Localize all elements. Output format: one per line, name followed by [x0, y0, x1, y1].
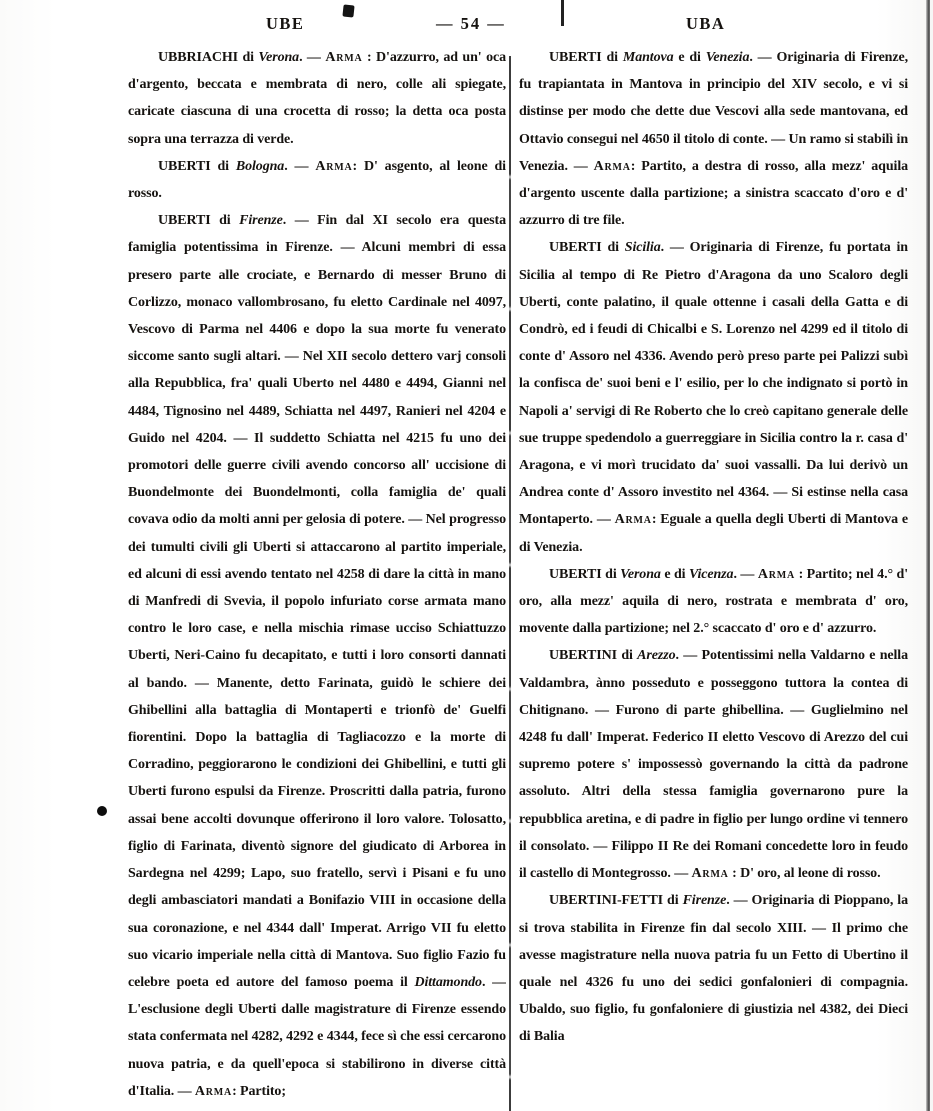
arma-label: Arma [691, 866, 729, 882]
body-text: . — L'esclusione degli Uberti dalle magistrature di Firenze essendo stata confermata nel 4282, 4292 e 4344, fece sì che essi cercarono nuova patria, e da quell'epoca si stabilirono in diverse città d'Italia. — [128, 974, 506, 1099]
body-text: . — [733, 566, 758, 582]
left-text-column [128, 44, 506, 1111]
place-name: Arezzo [637, 648, 676, 664]
place-name: Verona [620, 566, 661, 582]
body-text: UBERTI di [158, 158, 236, 174]
body-text: : D' asgento, al leone di rosso. [128, 158, 506, 202]
place-name: Firenze [682, 893, 727, 909]
right-text-column [519, 44, 908, 1111]
place-name: Verona [258, 50, 300, 65]
entry-paragraph [128, 207, 506, 1105]
body-text: UBERTI di [158, 213, 240, 229]
place-name: Venezia [705, 50, 750, 65]
body-text: : D' oro, al leone di rosso. [728, 866, 881, 882]
arma-label: Arma [194, 1083, 233, 1099]
place-name: Firenze [239, 213, 283, 229]
place-name: Sicilia [624, 240, 661, 256]
body-text: : Eguale a quella degli Uberti di Mantova e di Venezia. [519, 512, 908, 555]
place-name: Vicenza [689, 566, 734, 582]
ink-blot [342, 4, 354, 17]
ink-spot [97, 806, 107, 816]
entry-paragraph [519, 642, 908, 887]
arma-label: Arma [325, 50, 363, 65]
body-text: UBERTI di [549, 566, 621, 582]
place-name: Mantova [622, 50, 674, 65]
running-head-left: UBE [266, 14, 305, 33]
place-name: Dittamondo [414, 974, 482, 990]
entry-paragraph [128, 153, 506, 207]
entry-paragraph [519, 234, 908, 560]
place-name: Bologna [235, 158, 285, 174]
running-head-right: UBA [686, 14, 726, 33]
body-text: : Partito; nel 4.° d' oro, alla mezz' aquila di nero, rostrata e membrata d' oro, movente dalla partizione; nel 2.° scaccato d' oro e d' azzurro. [519, 566, 908, 637]
page-number: — 54 — [436, 14, 506, 33]
body-text: UBERTI di [549, 240, 625, 256]
arma-label: Arma [315, 158, 353, 174]
entry-paragraph [519, 44, 908, 234]
body-text: UBERTI di [549, 50, 623, 65]
entry-paragraph [128, 44, 506, 153]
body-text: UBBRIACHI di [158, 50, 259, 65]
arma-label: Arma [593, 158, 631, 174]
body-text: : Partito, a destra di rosso, alla mezz' aquila d'argento uscente dalla partizione; a sinistra scaccato d'oro e d' azzurro di tre file. [519, 158, 908, 229]
body-text: UBERTINI di [549, 648, 638, 664]
body-text: UBERTINI-FETTI di [549, 893, 683, 909]
body-text: . — [284, 158, 316, 174]
page-edge-line [926, 0, 930, 1111]
body-text: : D'azzurro, ad un' oca d'argento, beccata e membrata di nero, colle ali spiegate, caricate ciascuna di una crocetta di rosso; la detta oca posta sopra una terrazza di verde. [128, 50, 506, 147]
body-text: : Partito; [232, 1083, 286, 1099]
body-text: . — Originaria di Firenze, fu portata in Sicilia al tempo di Re Pietro d'Aragona da uno Scaloro degli Uberti, conte palatino, il quale ottenne i casali della Gatta e di Condrò, ed i feudi di Chicalbi e S. Lorenzo nel 4299 ed il titolo di conte d' Assoro nel 4336. Avendo però preso parte pei Palizzi subì la confisca de' suoi beni e l' esilio, per lo che indignato si portò in Napoli a' servigi di Re Roberto che lo creò capitano generale delle sue truppe spedendolo a guerreggiare in Sicilia contro la r. casa d' Aragona, e vi morì trucidato da' suoi vassalli. Da lui derivò un Andrea conte d' Assoro investito nel 4364. — Si estinse nella casa Montaperto. — [519, 240, 908, 528]
body-text: e di [660, 566, 690, 582]
body-text: . — Potentissimi nella Valdarno e nella Valdambra, ànno posseduto e posseggono tuttora la contea di Chitignano. — Furono di parte ghibellina. — Guglielmino nel 4248 fu dall' Imperat. Federico II eletto Vescovo di Arezzo del cui supremo potere s' impossessò governando la città da padrone assoluto. Altri della stessa famiglia governarono pure la repubblica aretina, e di padre in figlio per lungo ordine vi tennero il consolato. — Filippo II Re dei Romani concedette loro in feudo il castello di Montegrosso. — [519, 648, 908, 882]
body-text: . — Originaria di Pioppano, la si trova stabilita in Firenze fin dal secolo XIII. — Il primo che avesse magistrature nella nuova patria fu un Fetto di Ubertino il quale nel 4326 fu uno dei sedici gonfalonieri di compagnia. Ubaldo, suo figlio, fu gonfaloniere di giustizia nel 4382, dei Dieci di Balia [519, 893, 908, 1045]
arma-label: Arma [757, 566, 796, 582]
ink-mark-vertical [561, 0, 564, 26]
body-text: . — [299, 50, 326, 65]
body-text: . — Fin dal XI secolo era questa famiglia potentissima in Firenze. — Alcuni membri di essa presero parte alle crociate, e Bernardo di messer Bruno di Corlizzo, monaco vallombrosano, fu eletto Cardinale nel 4097, Vescovo di Parma nel 4406 e dopo la sua morte fu venerato siccome santo sugli altari. — Nel XII secolo dettero varj consoli alla Repubblica, fra' quali Uberto nel 4480 e 4494, Gianni nel 4484, Tignosino nel 4489, Schiatta nel 4497, Ranieri nel 4204 e Guido nel 4204. — Il suddetto Schiatta nel 4215 fu uno dei promotori delle guerre civili avendo concorso all' uccisione di Buondelmonte dei Buondelmonti, colla famiglia de' quali covava odio da molti anni per gelosia di potere. — Nel progresso dei tumulti civili gli Uberti si attaccarono al partito imperiale, ed alcuni di essi avendo tentato nel 4258 di dare la città in mano di Manfredi di Svevia, il popolo infuriato corse armata mano contro le loro case, e nella mischia rimase ucciso Schiattuzzo Uberti, Neri-Caino fu decapitato, e tutti i loro consorti dannati al bando. — Manente, detto Farinata, guidò le schiere dei Ghibellini alla battaglia di Montaperti e trionfò de' Guelfi fiorentini. Dopo la battaglia di Tagliacozzo e la morte di Corradino, peggiorarono le condizioni dei Ghibellini, e tutti gli Uberti furono espulsi da Firenze. Proscritti dalla patria, furono assai bene accolti dovunque offerirono il loro valore. Tolosatto, figlio di Farinata, diventò signore del giudicato di Arborea in Sardegna nel 4299; Lapo, suo fratello, servì i Pisani e fu uno degli ambasciatori mandati a Bonifazio VIII in occasione della sua coronazione, e nel 4344 dall' Imperat. Arrigo VII fu eletto suo vicario imperiale nella città di Mantova. Suo figlio Fazio fu celebre poeta ed autore del famoso poema il [128, 213, 506, 990]
column-divider-rule [509, 56, 511, 1111]
body-text: e di [673, 50, 706, 65]
entry-paragraph [519, 887, 908, 1050]
entry-paragraph [519, 561, 908, 643]
arma-label: Arma [614, 512, 652, 528]
body-text: . — Originaria di Firenze, fu trapiantata in Mantova in principio del XIV secolo, e vi si distinse per modo che dette due Vescovi alla sede mantovana, ed Ottavio consegui nel 4650 il titolo di conte. — Un ramo si stabilì in Venezia. — [519, 50, 908, 174]
